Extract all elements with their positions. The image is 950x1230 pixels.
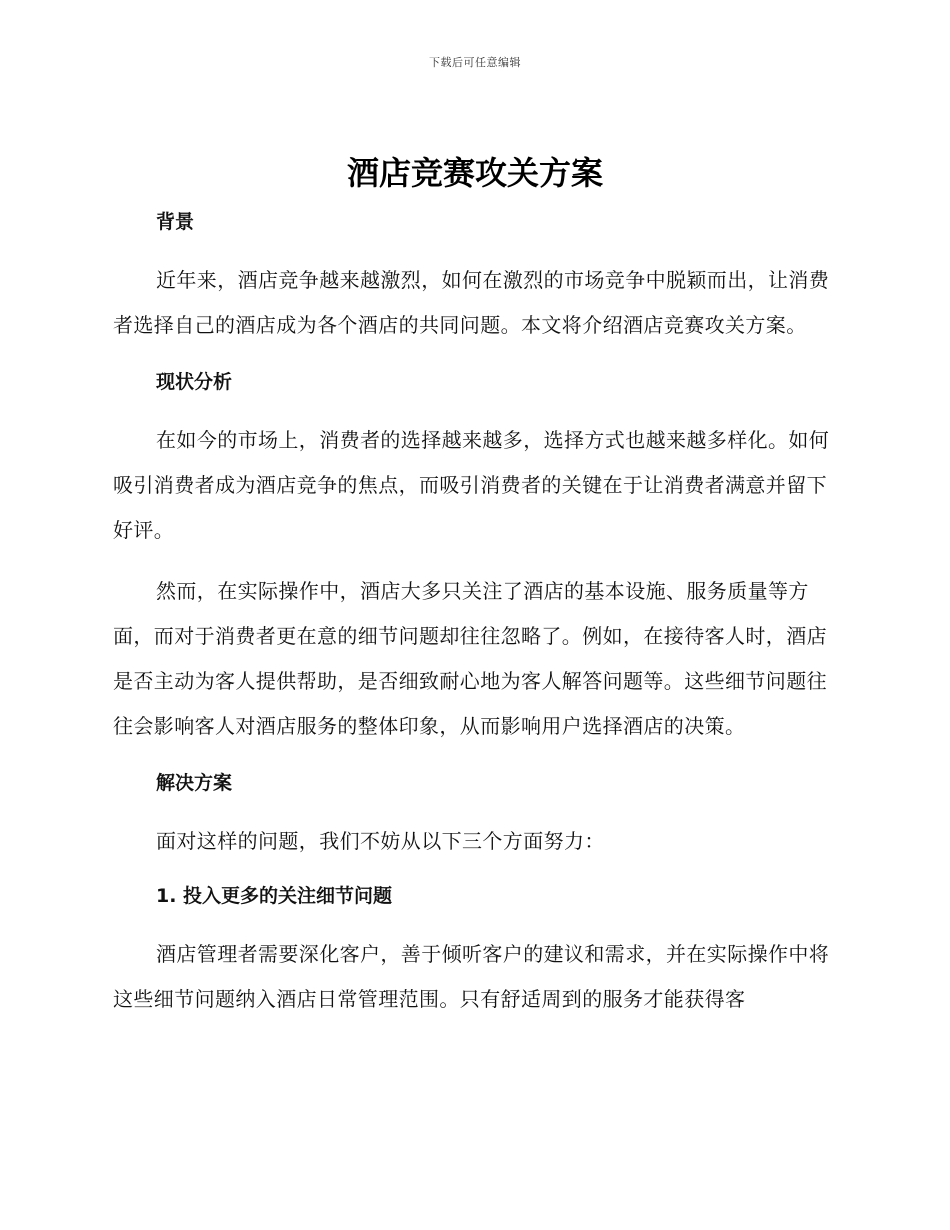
section-heading-item-1: 1. 投入更多的关注细节问题	[156, 885, 393, 907]
section-heading-background: 背景	[156, 211, 195, 233]
section-heading-solution: 解决方案	[156, 772, 233, 794]
paragraph: 面对这样的问题，我们不妨从以下三个方面努力：	[156, 829, 605, 853]
paragraph: 然而，在实际操作中，酒店大多只关注了酒店的基本设施、服务质量等方面，而对于消费者更在意的细节问题却往往忽略了。例如，在接待客人时，酒店是否主动为客人提供帮助，是否细致耐心地为客人解答问题等。这些细节问题往往会影响客人对酒店服务的整体印象，从而影响用户选择酒店的决策。	[113, 579, 827, 738]
paragraph: 在如今的市场上，消费者的选择越来越多，选择方式也越来越多样化。如何吸引消费者成为酒店竞争的焦点，而吸引消费者的关键在于让消费者满意并留下好评。	[113, 428, 830, 542]
paragraph: 酒店管理者需要深化客户，善于倾听客户的建议和需求，并在实际操作中将这些细节问题纳入酒店日常管理范围。只有舒适周到的服务才能获得客	[113, 942, 830, 1011]
section-heading-status-analysis: 现状分析	[156, 371, 233, 393]
paragraph: 近年来，酒店竞争越来越激烈，如何在激烈的市场竞争中脱颖而出，让消费者选择自己的酒店成为各个酒店的共同问题。本文将介绍酒店竞赛攻关方案。	[113, 268, 830, 337]
page-header-note: 下载后可任意编辑	[429, 56, 521, 69]
document-title: 酒店竞赛攻关方案	[346, 154, 603, 192]
document-body	[113, 206, 833, 1022]
